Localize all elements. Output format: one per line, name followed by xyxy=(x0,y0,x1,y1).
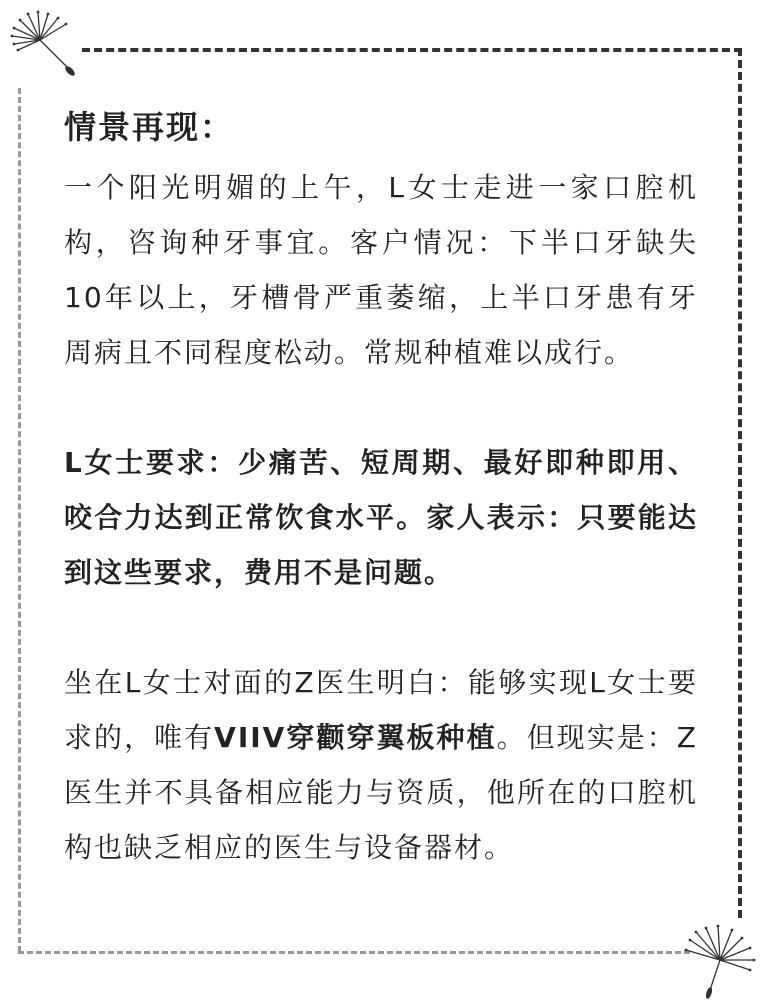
doctor-paragraph xyxy=(64,655,698,875)
dandelion-seed-icon xyxy=(676,920,760,1004)
paragraph-spacer xyxy=(64,600,698,655)
doctor-text-start: 坐在L女士对面的Z医生明白：能够实现L女士要求的，唯有 xyxy=(64,666,698,754)
paragraph-spacer xyxy=(64,380,698,435)
frame-right-border xyxy=(738,48,742,918)
article-body xyxy=(64,104,698,875)
frame-left-border xyxy=(18,88,21,952)
frame-bottom-border xyxy=(18,951,690,954)
dandelion-seed-icon xyxy=(4,4,90,90)
scenario-paragraph: 一个阳光明媚的上午，L女士走进一家口腔机构，咨询种牙事宜。客户情况：下半口牙缺失10年以上，牙槽骨严重萎缩，上半口牙患有牙周病且不同程度松动。常规种植难以成行。 xyxy=(64,171,698,369)
procedure-name: VIIV穿颧穿翼板种植 xyxy=(214,721,497,754)
requirements-paragraph: L女士要求：少痛苦、短周期、最好即种即用、咬合力达到正常饮食水平。家人表示：只要能达到这些要求，费用不是问题。 xyxy=(64,446,698,589)
frame-top-border xyxy=(82,48,742,52)
doctor-text-end: 。但现实是：Z医生并不具备相应能力与资质，他所在的口腔机构也缺乏相应的医生与设备器材。 xyxy=(64,721,698,864)
section-heading: 情景再现： xyxy=(64,108,235,146)
